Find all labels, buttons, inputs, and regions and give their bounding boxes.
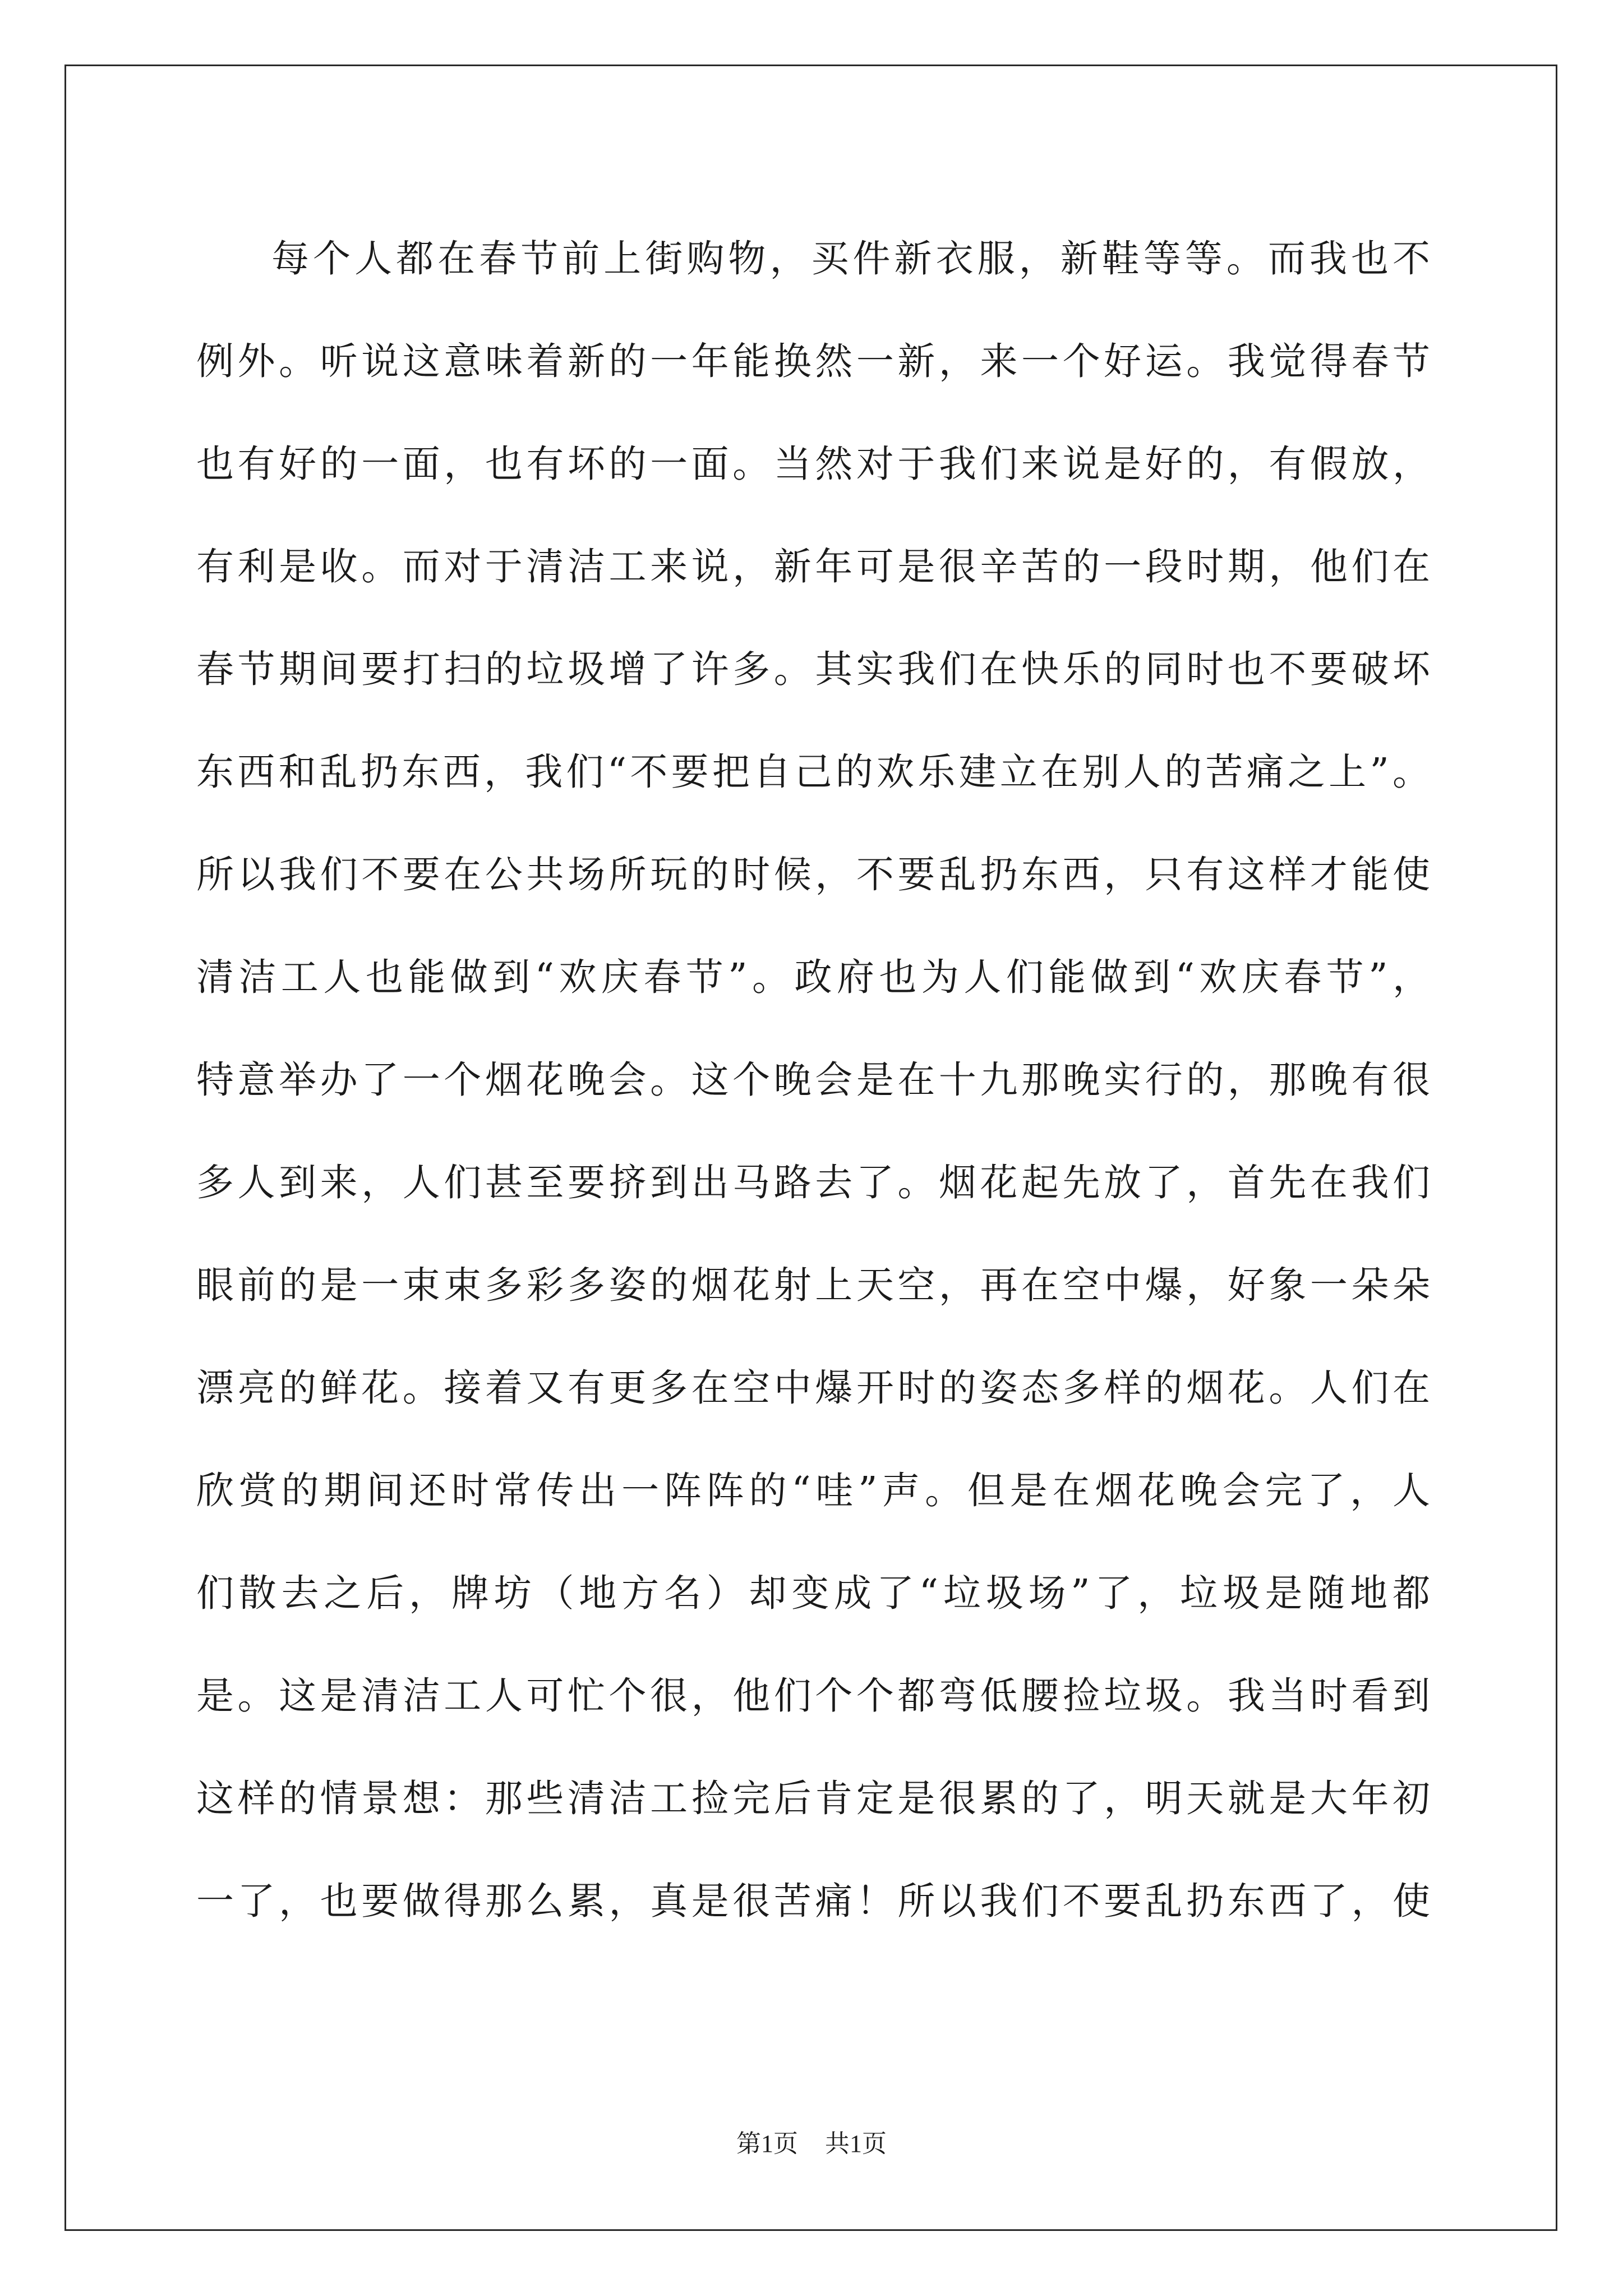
text-line: 欣赏的期间还时常传出一阵阵的“哇”声。但是在烟花晚会完了，人 — [196, 1469, 1430, 1512]
text-line: 多人到来，人们甚至要挤到出马路去了。烟花起先放了，首先在我们 — [196, 1161, 1430, 1204]
text-line: 有利是收。而对于清洁工来说，新年可是很辛苦的一段时期，他们在 — [196, 545, 1430, 588]
page-count: 共1页 — [825, 2130, 887, 2157]
body-text — [196, 208, 1430, 1953]
text-line: 这样的情景想：那些清洁工捡完后肯定是很累的了，明天就是大年初 — [196, 1777, 1430, 1820]
text-line: 漂亮的鲜花。接着又有更多在空中爆开时的姿态多样的烟花。人们在 — [196, 1366, 1430, 1410]
text-line: 东西和乱扔东西，我们“不要把自己的欢乐建立在别人的苦痛之上”。 — [196, 750, 1430, 794]
text-line: 眼前的是一束束多彩多姿的烟花射上天空，再在空中爆，好象一朵朵 — [196, 1263, 1430, 1307]
text-line: 所以我们不要在公共场所玩的时候，不要乱扔东西，只有这样才能使 — [196, 853, 1430, 896]
text-line: 清洁工人也能做到“欢庆春节”。政府也为人们能做到“欢庆春节”， — [196, 955, 1430, 999]
page-footer — [0, 2123, 1623, 2159]
text-line: 特意举办了一个烟花晚会。这个晚会是在十九那晚实行的，那晚有很 — [196, 1058, 1430, 1102]
text-line: 春节期间要打扫的垃圾增了许多。其实我们在快乐的同时也不要破坏 — [196, 647, 1430, 691]
text-line: 例外。听说这意味着新的一年能换然一新，来一个好运。我觉得春节 — [196, 339, 1430, 383]
page-number: 第1页 — [736, 2130, 798, 2157]
text-line: 们散去之后，牌坊（地方名）却变成了“垃圾场”了，垃圾是随地都 — [196, 1571, 1430, 1615]
text-line: 每个人都在春节前上街购物，买件新衣服，新鞋等等。而我也不 — [271, 237, 1430, 280]
text-line: 是。这是清洁工人可忙个很，他们个个都弯低腰捡垃圾。我当时看到 — [196, 1674, 1430, 1718]
text-line: 一了，也要做得那么累，真是很苦痛！所以我们不要乱扔东西了，使 — [196, 1879, 1430, 1923]
text-line: 也有好的一面，也有坏的一面。当然对于我们来说是好的，有假放， — [196, 442, 1430, 486]
